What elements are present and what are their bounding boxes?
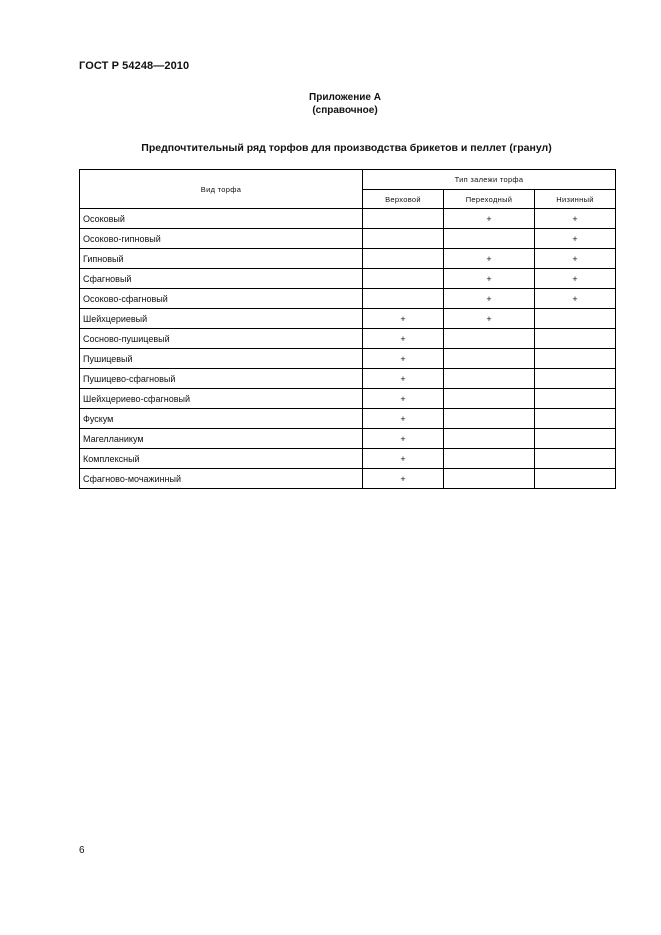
deposit-mark-cell [535, 409, 616, 429]
peat-kind-cell: Фускум [80, 409, 363, 429]
deposit-mark-cell: + [363, 349, 444, 369]
column-header-deposit-type: Тип залежи торфа [363, 170, 616, 190]
table-row [80, 249, 616, 269]
peat-kind-cell: Сфагновый [80, 269, 363, 289]
column-header-lowland: Низинный [535, 190, 616, 209]
table-row [80, 229, 616, 249]
table-row [80, 369, 616, 389]
table-row [80, 309, 616, 329]
appendix-heading [0, 91, 661, 117]
peat-kind-cell: Гипновый [80, 249, 363, 269]
table-row [80, 449, 616, 469]
table-row [80, 289, 616, 309]
table-row [80, 329, 616, 349]
deposit-mark-cell: + [444, 249, 535, 269]
table-row [80, 269, 616, 289]
peat-kind-cell: Осоковый [80, 209, 363, 229]
peat-kind-cell: Пушицевый [80, 349, 363, 369]
deposit-mark-cell [444, 429, 535, 449]
deposit-mark-cell: + [363, 429, 444, 449]
deposit-mark-cell: + [363, 409, 444, 429]
deposit-mark-cell: + [363, 329, 444, 349]
deposit-mark-cell: + [363, 469, 444, 489]
deposit-mark-cell [535, 369, 616, 389]
table-row [80, 349, 616, 369]
deposit-mark-cell [363, 249, 444, 269]
deposit-mark-cell [444, 449, 535, 469]
deposit-mark-cell [535, 389, 616, 409]
deposit-mark-cell [535, 429, 616, 449]
deposit-mark-cell: + [363, 309, 444, 329]
deposit-mark-cell [444, 349, 535, 369]
deposit-mark-cell: + [535, 269, 616, 289]
table-body [80, 209, 616, 489]
deposit-mark-cell: + [363, 449, 444, 469]
deposit-mark-cell [444, 229, 535, 249]
deposit-mark-cell: + [535, 209, 616, 229]
deposit-mark-cell: + [535, 289, 616, 309]
deposit-mark-cell: + [444, 269, 535, 289]
deposit-mark-cell [444, 469, 535, 489]
peat-kind-cell: Пушицево-сфагновый [80, 369, 363, 389]
peat-kind-cell: Сфагново-мочажинный [80, 469, 363, 489]
deposit-mark-cell: + [444, 289, 535, 309]
deposit-mark-cell [363, 229, 444, 249]
peat-kind-cell: Шейхцериево-сфагновый [80, 389, 363, 409]
table-row [80, 429, 616, 449]
table-caption: Предпочтительный ряд торфов для производства брикетов и пеллет (гранул) [141, 142, 552, 154]
deposit-mark-cell [444, 389, 535, 409]
peat-kind-cell: Шейхцериевый [80, 309, 363, 329]
deposit-mark-cell [444, 409, 535, 429]
column-header-peat-kind: Вид торфа [80, 170, 363, 209]
deposit-mark-cell [535, 449, 616, 469]
deposit-mark-cell: + [444, 309, 535, 329]
column-header-upland: Верховой [363, 190, 444, 209]
peat-types-table [79, 169, 616, 489]
peat-kind-cell: Осоково-гипновый [80, 229, 363, 249]
peat-kind-cell: Сосново-пушицевый [80, 329, 363, 349]
peat-kind-cell: Осоково-сфагновый [80, 289, 363, 309]
table-row [80, 409, 616, 429]
deposit-mark-cell [363, 269, 444, 289]
deposit-mark-cell: + [363, 369, 444, 389]
deposit-mark-cell: + [535, 229, 616, 249]
appendix-title: Приложение А [309, 92, 381, 103]
deposit-mark-cell: + [363, 389, 444, 409]
deposit-mark-cell [444, 369, 535, 389]
deposit-mark-cell [535, 349, 616, 369]
deposit-mark-cell [535, 469, 616, 489]
deposit-mark-cell [444, 329, 535, 349]
column-header-transitional: Переходный [444, 190, 535, 209]
document-code: ГОСТ Р 54248—2010 [79, 60, 190, 72]
peat-kind-cell: Магелланикум [80, 429, 363, 449]
peat-kind-cell: Комплексный [80, 449, 363, 469]
table-row [80, 389, 616, 409]
deposit-mark-cell [363, 289, 444, 309]
deposit-mark-cell: + [444, 209, 535, 229]
page-number: 6 [79, 845, 85, 856]
deposit-mark-cell [363, 209, 444, 229]
deposit-mark-cell [535, 309, 616, 329]
deposit-mark-cell: + [535, 249, 616, 269]
table-row [80, 209, 616, 229]
table-row [80, 469, 616, 489]
deposit-mark-cell [535, 329, 616, 349]
appendix-kind: (справочное) [312, 105, 378, 116]
